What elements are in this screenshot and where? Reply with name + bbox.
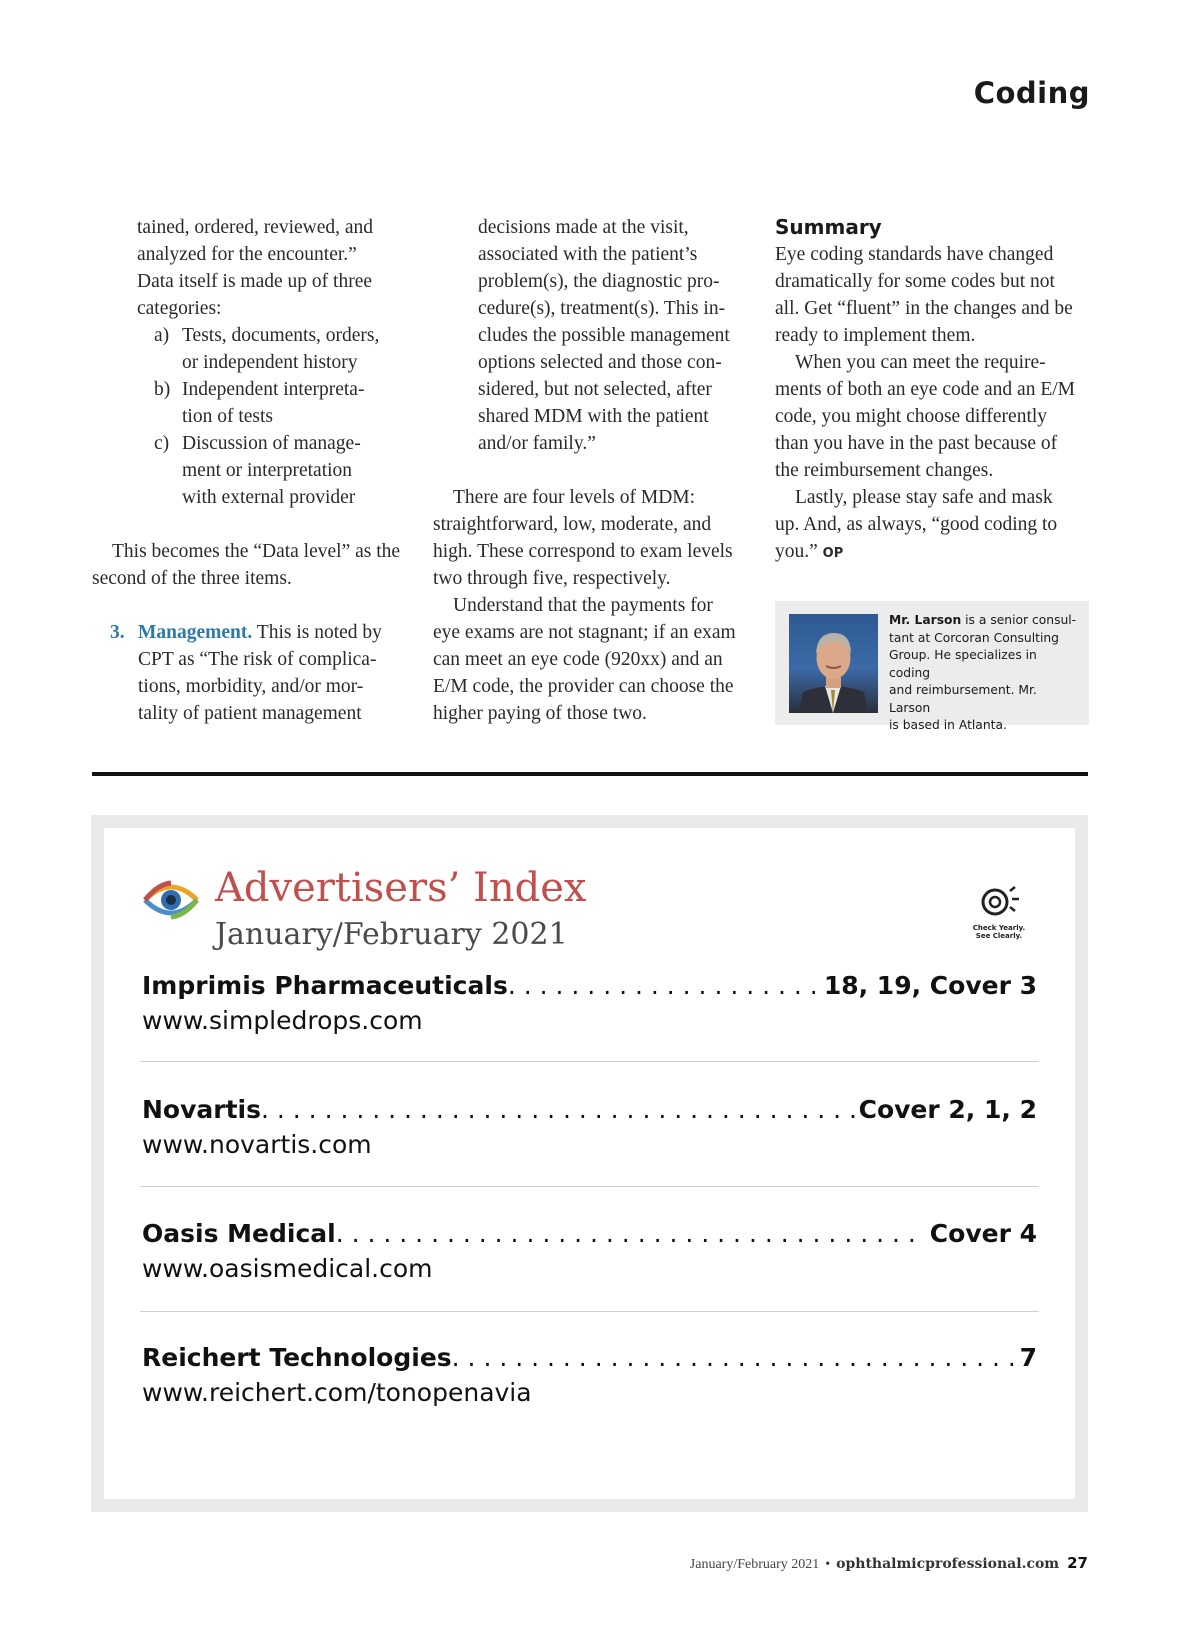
advertiser-pages: Cover 2, 1, 2 <box>858 1095 1037 1124</box>
article-column-3 <box>775 214 1087 567</box>
text-line: shared MDM with the patient <box>478 406 709 427</box>
page-number: 27 <box>1067 1554 1088 1572</box>
list-label: b) <box>154 379 171 400</box>
advertiser-url[interactable]: www.oasismedical.com <box>142 1254 433 1283</box>
list-item: a) Tests, documents, orders, or independent history <box>92 322 412 376</box>
author-bio-box <box>775 601 1089 732</box>
list-label: c) <box>154 433 170 454</box>
text-line: This becomes the “Data level” as the <box>112 541 401 562</box>
text-line: the reimbursement changes. <box>775 460 994 481</box>
advertiser-pages: 18, 19, Cover 3 <box>823 971 1037 1000</box>
text-line: up. And, as always, “good coding to <box>775 514 1058 535</box>
text-line: second of the three items. <box>92 568 292 589</box>
text-line: associated with the patient’s <box>478 244 698 265</box>
advertisers-index-box <box>91 815 1088 1512</box>
list-item: b) Independent interpreta- tion of tests <box>92 376 412 430</box>
footer-issue: January/February 2021 <box>689 1557 820 1572</box>
check-yearly-logo: Check Yearly. See Clearly. <box>969 883 1029 940</box>
list-number: 3. <box>110 622 125 643</box>
text-line: can meet an eye code (920xx) and an <box>433 649 723 670</box>
text-line: and/or family.” <box>478 433 596 454</box>
text-line: you.” OP <box>775 541 844 562</box>
dot-leader <box>336 1219 926 1248</box>
author-bio-text: Mr. Larson is a senior consul- tant at Corcoran Consulting Group. He specializes in coding and reimbursement. Mr. Larson is based in Atlanta. <box>889 613 1077 732</box>
footer-site: ophthalmicprofessional.com <box>836 1556 1060 1572</box>
advertisers-index-subtitle: January/February 2021 <box>215 917 568 952</box>
advertiser-name: Novartis <box>142 1095 261 1124</box>
management-heading: Management. <box>138 622 253 643</box>
dot-leader <box>261 1095 855 1124</box>
text-line: There are four levels of MDM: <box>453 487 696 508</box>
section-title: Coding <box>973 76 1090 110</box>
text-line: When you can meet the require- <box>795 352 1046 373</box>
eye-logo-icon <box>142 880 200 925</box>
entry-divider <box>140 1061 1039 1062</box>
advertiser-url[interactable]: www.reichert.com/tonopenavia <box>142 1378 532 1407</box>
page-footer <box>690 1554 1088 1573</box>
text-line: Eye coding standards have changed <box>775 244 1054 265</box>
text-line: eye exams are not stagnant; if an exam <box>433 622 736 643</box>
author-photo <box>789 614 878 713</box>
advertiser-entry <box>142 1095 1037 1159</box>
text-line: analyzed for the encounter.” <box>137 244 357 265</box>
text-line: Lastly, please stay safe and mask <box>795 487 1053 508</box>
text-line: higher paying of those two. <box>433 703 647 724</box>
dot-leader <box>508 971 820 1000</box>
dot-leader <box>452 1343 1016 1372</box>
advertiser-name: Imprimis Pharmaceuticals <box>142 971 508 1000</box>
text-line: dramatically for some codes but not <box>775 271 1055 292</box>
article-column-2 <box>433 214 749 727</box>
list-item: c) Discussion of manage- ment or interpretation with external provider <box>92 430 412 511</box>
text-line: sidered, but not selected, after <box>478 379 712 400</box>
text-line: ready to implement them. <box>775 325 976 346</box>
text-line: decisions made at the visit, <box>478 217 689 238</box>
summary-heading: Summary <box>775 215 882 239</box>
end-mark: OP <box>822 546 844 561</box>
management-item: 3. Management. This is noted by CPT as “The risk of complica- tions, morbidity, and/or mor- tality of patient management <box>92 619 412 727</box>
text-line: options selected and those con- <box>478 352 722 373</box>
list-label: a) <box>154 325 170 346</box>
text-line: E/M code, the provider can choose the <box>433 676 734 697</box>
advertiser-name: Reichert Technologies <box>142 1343 452 1372</box>
advertiser-entry <box>142 971 1037 1035</box>
check-yearly-eye-icon <box>977 883 1021 919</box>
text-line: two through five, respectively. <box>433 568 671 589</box>
author-name: Mr. Larson <box>889 613 962 627</box>
text-line: cedure(s), treatment(s). This in- <box>478 298 726 319</box>
advertiser-name: Oasis Medical <box>142 1219 336 1248</box>
advertiser-url[interactable]: www.novartis.com <box>142 1130 372 1159</box>
text-line: ments of both an eye code and an E/M <box>775 379 1075 400</box>
advertiser-entry <box>142 1343 1037 1407</box>
text-line: cludes the possible management <box>478 325 730 346</box>
text-line: problem(s), the diagnostic pro- <box>478 271 720 292</box>
advertisers-index-title: Advertisers’ Index <box>215 865 587 911</box>
text-line: Understand that the payments for <box>453 595 713 616</box>
article-column-1 <box>92 214 412 727</box>
text-line: Data itself is made up of three <box>137 271 372 292</box>
advertiser-entry <box>142 1219 1037 1283</box>
text-line: than you have in the past because of <box>775 433 1058 454</box>
text-line: code, you might choose differently <box>775 406 1048 427</box>
text-line: tained, ordered, reviewed, and <box>137 217 374 238</box>
footer-separator: • <box>825 1557 831 1572</box>
advertiser-pages: 7 <box>1019 1343 1037 1372</box>
section-divider <box>92 772 1088 776</box>
text-line: all. Get “fluent” in the changes and be <box>775 298 1073 319</box>
advertiser-pages: Cover 4 <box>929 1219 1037 1248</box>
text-line: straightforward, low, moderate, and <box>433 514 712 535</box>
entry-divider <box>140 1186 1039 1187</box>
text-line: high. These correspond to exam levels <box>433 541 733 562</box>
text-line: categories: <box>137 298 222 319</box>
advertiser-url[interactable]: www.simpledrops.com <box>142 1006 423 1035</box>
entry-divider <box>140 1311 1039 1312</box>
